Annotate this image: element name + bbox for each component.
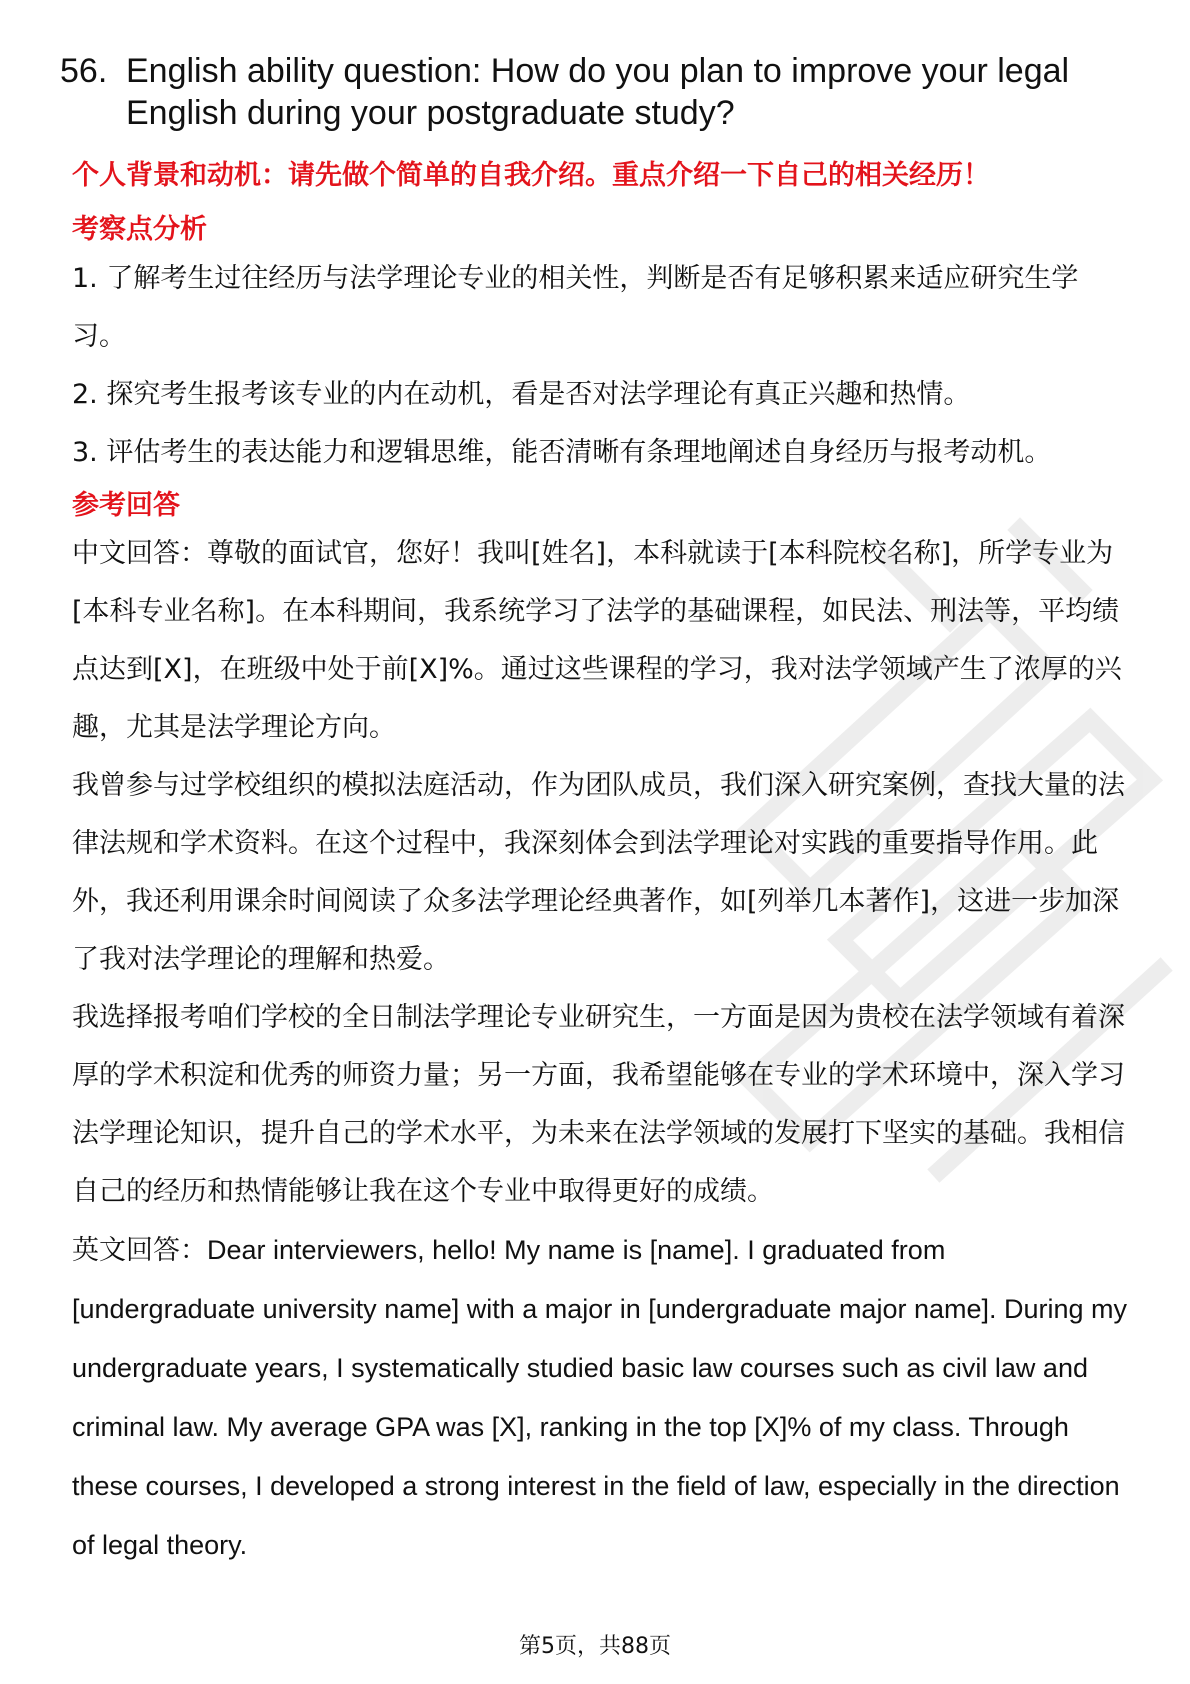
motivation-title: 个人背景和动机：请先做个简单的自我介绍。重点介绍一下自己的相关经历！ (72, 160, 990, 191)
analysis-item: 2. 探究考生报考该专业的内在动机，看是否对法学理论有真正兴趣和热情。 (72, 379, 971, 410)
answer-title: 参考回答 (72, 490, 180, 521)
english-answer-label: 英文回答： (72, 1235, 207, 1266)
analysis-title: 考察点分析 (72, 214, 207, 245)
analysis-item: 1. 了解考生过往经历与法学理论专业的相关性，判断是否有足够积累来适应研究生学习。 (72, 263, 1079, 352)
answer-paragraph: 我曾参与过学校组织的模拟法庭活动，作为团队成员，我们深入研究案例，查找大量的法律法规和学术资料。在这个过程中，我深刻体会到法学理论对实践的重要指导作用。此外，我还利用课余时间阅读了众多法学理论经典著作，如[列举几本著作]，这进一步加深了我对法学理论的理解和热爱。 (72, 770, 1125, 975)
question-heading (60, 50, 1120, 134)
answer-body (72, 525, 1132, 1575)
page-footer: 第5页，共88页 (519, 1634, 671, 1659)
english-answer-text: Dear interviewers, hello! My name is [name]. I graduated from [undergraduate university name] with a major in [undergraduate major name]. During my undergraduate years, I systematically studied basic law courses such as civil law and criminal law. My average GPA was [X], ranking in the top [X]% of my class. Through these courses, I developed a strong interest in the field of law, especially in the direction of legal theory. (72, 1235, 1128, 1560)
answer-paragraph-english (72, 1221, 1132, 1575)
answer-paragraph: 中文回答：尊敬的面试官，您好！我叫[姓名]，本科就读于[本科院校名称]，所学专业为[本科专业名称]。在本科期间，我系统学习了法学的基础课程，如民法、刑法等，平均绩点达到[X]，在班级中处于前[X]%。通过这些课程的学习，我对法学领域产生了浓厚的兴趣，尤其是法学理论方向。 (72, 538, 1122, 743)
analysis-list (72, 250, 1132, 482)
analysis-item: 3. 评估考生的表达能力和逻辑思维，能否清晰有条理地阐述自身经历与报考动机。 (72, 437, 1052, 468)
question-number: 56. (60, 52, 108, 90)
answer-paragraph: 我选择报考咱们学校的全日制法学理论专业研究生，一方面是因为贵校在法学领域有着深厚的学术积淀和优秀的师资力量；另一方面，我希望能够在专业的学术环境中，深入学习法学理论知识，提升自己的学术水平，为未来在法学领域的发展打下坚实的基础。我相信自己的经历和热情能够让我在这个专业中取得更好的成绩。 (72, 1002, 1125, 1207)
question-text: English ability question: How do you plan to improve your legal English during your postgraduate study? (126, 52, 1070, 132)
